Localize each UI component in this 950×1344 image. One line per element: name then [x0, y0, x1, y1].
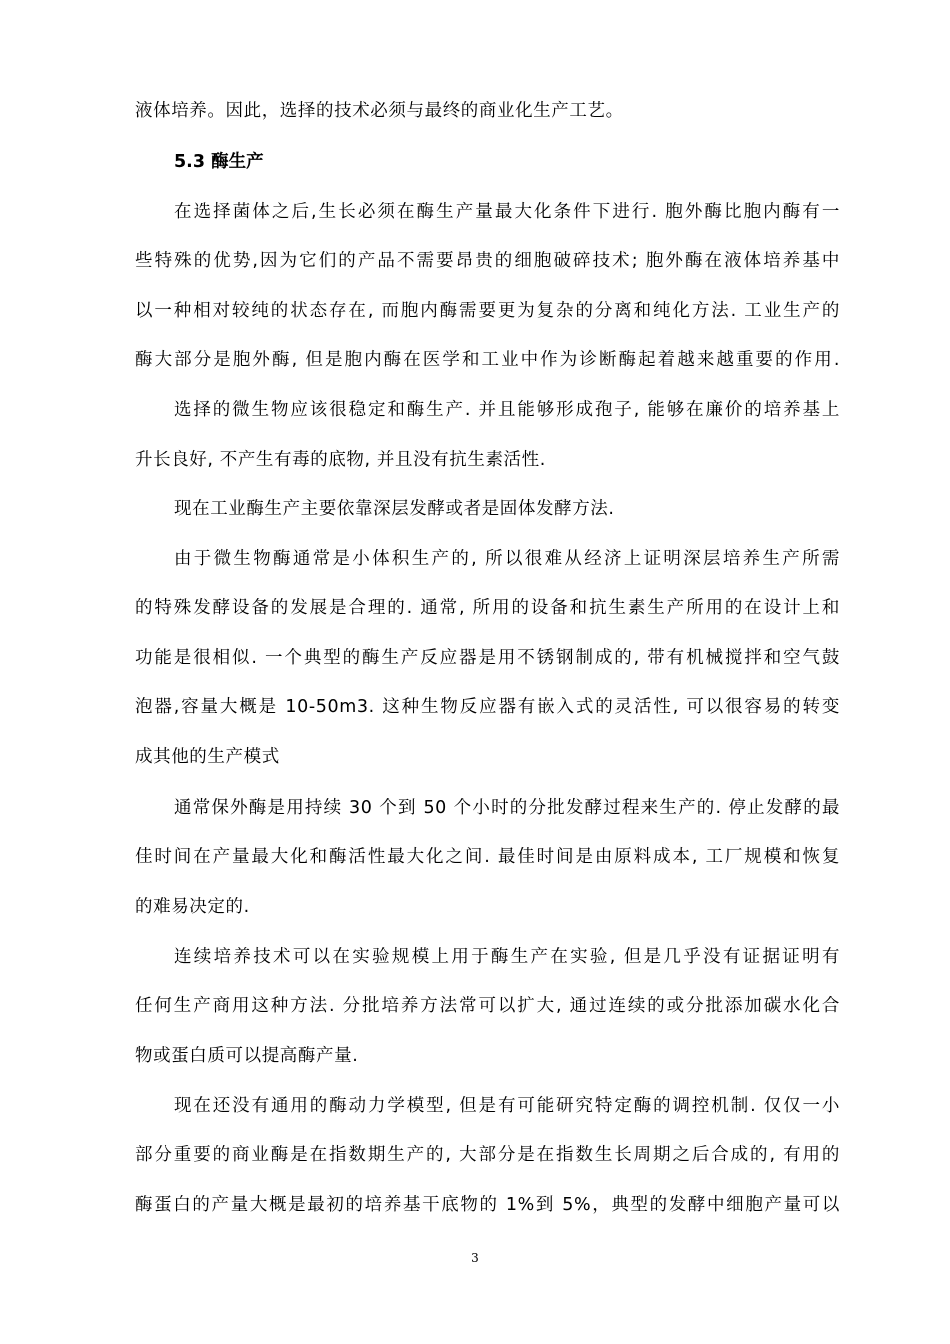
text-line: 液体培养。因此，选择的技术必须与最终的商业化生产工艺。	[135, 101, 624, 121]
text-line: 升长良好, 不产生有毒的底物, 并且没有抗生素活性.	[135, 450, 546, 470]
text-line: 选择的微生物应该很稳定和酶生产. 并且能够形成孢子, 能够在廉价的培养基上	[174, 400, 840, 420]
text-line: 泡器,容量大概是 10-50m3. 这种生物反应器有嵌入式的灵活性, 可以很容易的转变	[135, 697, 840, 717]
text-line: 些特殊的优势,因为它们的产品不需要昂贵的细胞破碎技术; 胞外酶在液体培养基中	[135, 251, 840, 271]
text-line: 现在工业酶生产主要依靠深层发酵或者是固体发酵方法.	[174, 499, 615, 519]
page-number: 3	[471, 1251, 479, 1265]
text-line: 部分重要的商业酶是在指数期生产的, 大部分是在指数生长周期之后合成的, 有用的	[135, 1145, 840, 1165]
text-line: 以一种相对较纯的状态存在, 而胞内酶需要更为复杂的分离和纯化方法. 工业生产的	[135, 301, 840, 321]
text-line: 物或蛋白质可以提高酶产量.	[135, 1046, 359, 1066]
text-line: 由于微生物酶通常是小体积生产的, 所以很难从经济上证明深层培养生产所需	[174, 549, 840, 569]
text-line: 酶蛋白的产量大概是最初的培养基干底物的 1%到 5%，典型的发酵中细胞产量可以	[135, 1195, 840, 1215]
text-line: 现在还没有通用的酶动力学模型, 但是有可能研究特定酶的调控机制. 仅仅一小	[174, 1096, 840, 1116]
text-line: 功能是很相似. 一个典型的酶生产反应器是用不锈钢制成的, 带有机械搅拌和空气鼓	[135, 648, 840, 668]
text-line: 在选择菌体之后,生长必须在酶生产量最大化条件下进行. 胞外酶比胞内酶有一	[174, 202, 840, 222]
text-line: 连续培养技术可以在实验规模上用于酶生产在实验, 但是几乎没有证据证明有	[174, 947, 840, 967]
section-heading: 5.3 酶生产	[174, 152, 264, 172]
text-line: 通常保外酶是用持续 30 个到 50 个小时的分批发酵过程来生产的. 停止发酵的最	[174, 798, 840, 818]
text-line: 佳时间在产量最大化和酶活性最大化之间. 最佳时间是由原料成本, 工厂规模和恢复	[135, 847, 840, 867]
text-line: 任何生产商用这种方法. 分批培养方法常可以扩大, 通过连续的或分批添加碳水化合	[135, 996, 840, 1016]
text-line: 成其他的生产模式	[135, 747, 280, 767]
text-line: 的特殊发酵设备的发展是合理的. 通常, 所用的设备和抗生素生产所用的在设计上和	[135, 598, 840, 618]
text-line: 的难易决定的.	[135, 897, 250, 917]
text-line: 酶大部分是胞外酶, 但是胞内酶在医学和工业中作为诊断酶起着越来越重要的作用.	[135, 350, 840, 370]
